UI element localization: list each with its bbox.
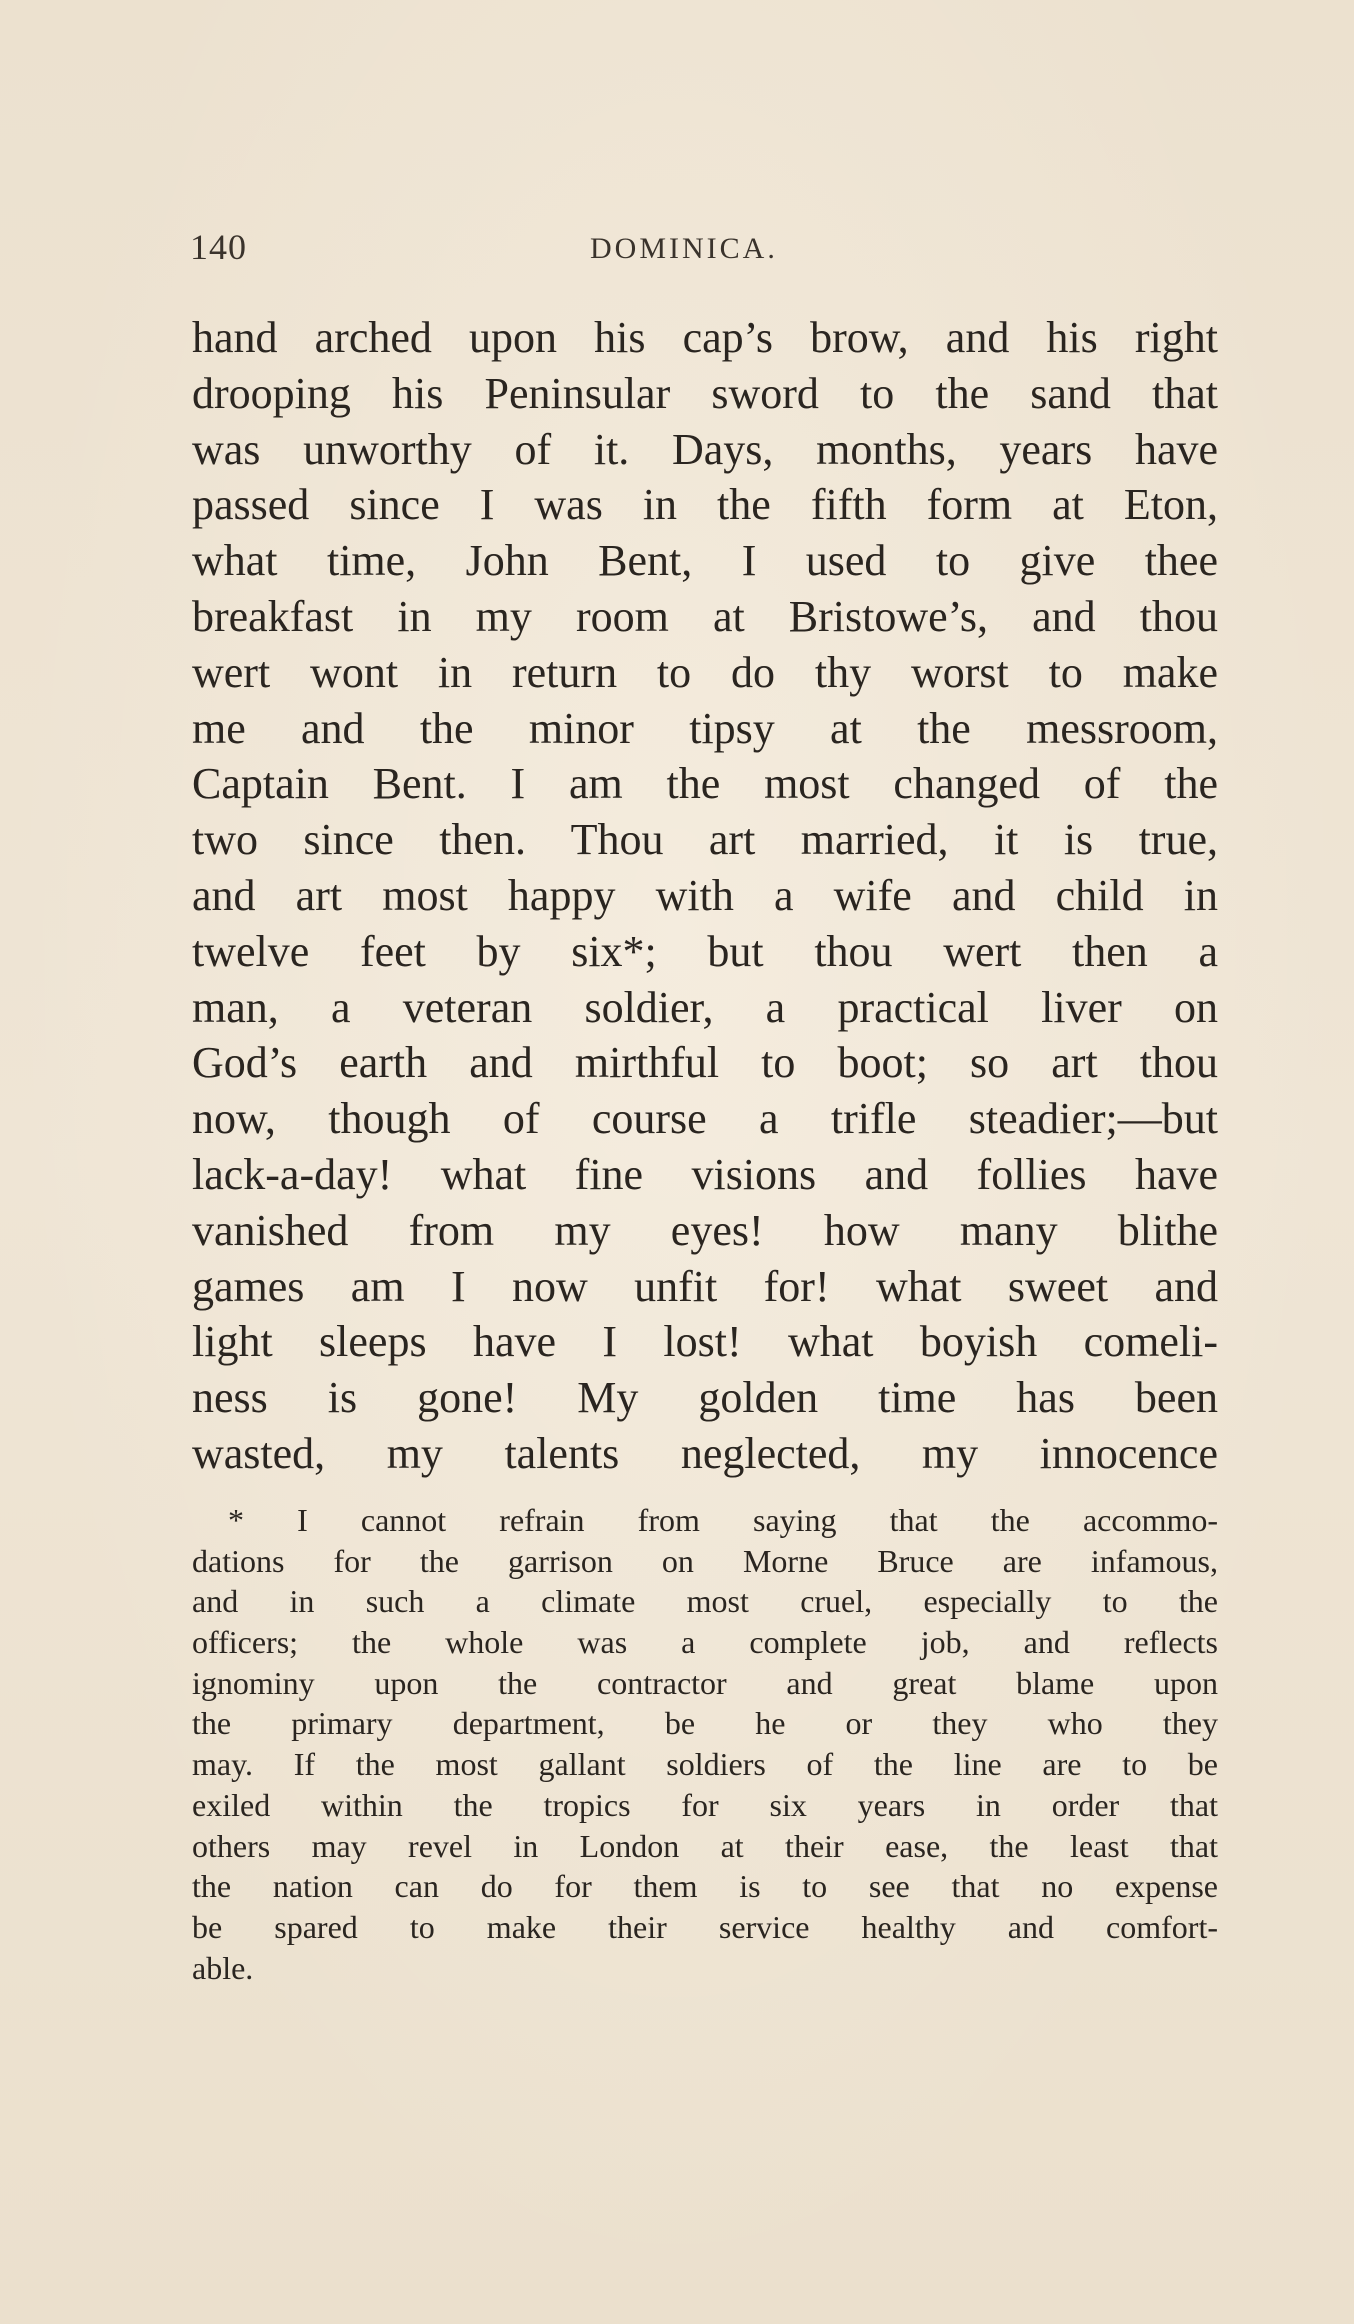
page-header <box>190 226 1220 286</box>
text-line: breakfast in my room at Bristowe’s, and thou <box>192 591 1218 641</box>
text-line: God’s earth and mirthful to boot; so art thou <box>192 1038 1218 1088</box>
text-line: ness is gone! My golden time has been <box>192 1373 1218 1423</box>
text-line: light sleeps have I lost! what boyish comeli- <box>192 1317 1218 1367</box>
text-line: wasted, my talents neglected, my innocence <box>192 1428 1218 1478</box>
text-line: drooping his Peninsular sword to the sand that <box>192 368 1218 418</box>
text-line: what time, John Bent, I used to give thee <box>192 536 1218 586</box>
text-line: man, a veteran soldier, a practical liver on <box>192 982 1218 1032</box>
running-title: DOMINICA. <box>590 232 778 265</box>
footnote-line: may. If the most gallant soldiers of the line are to be <box>192 1746 1218 1783</box>
footnote-line: officers; the whole was a complete job, and reflects <box>192 1624 1218 1661</box>
footnote-line: the primary department, be he or they who they <box>192 1705 1218 1742</box>
text-line: lack-a-day! what fine visions and follies have <box>192 1149 1218 1199</box>
footnote <box>192 1500 1218 1988</box>
footnote-line: others may revel in London at their ease, the least that <box>192 1827 1218 1864</box>
main-text <box>192 310 1218 1482</box>
footnote-line: dations for the garrison on Morne Bruce are infamous, <box>192 1542 1218 1579</box>
text-line: Captain Bent. I am the most changed of the <box>192 759 1218 809</box>
text-line: was unworthy of it. Days, months, years have <box>192 424 1218 474</box>
footnote-line: * I cannot refrain from saying that the accommo- <box>228 1502 1218 1538</box>
footnote-line: be spared to make their service healthy and comfort- <box>192 1908 1218 1945</box>
text-line: me and the minor tipsy at the messroom, <box>192 703 1218 753</box>
footnote-line: exiled within the tropics for six years in order that <box>192 1786 1218 1823</box>
footnote-line: ignominy upon the contractor and great blame upon <box>192 1664 1218 1701</box>
text-line: twelve feet by six*; but thou wert then a <box>192 926 1218 976</box>
text-line: two since then. Thou art married, it is true, <box>192 815 1218 865</box>
footnote-line: and in such a climate most cruel, especially to the <box>192 1583 1218 1620</box>
text-line: hand arched upon his cap’s brow, and his right <box>192 313 1218 362</box>
text-line: games am I now unfit for! what sweet and <box>192 1261 1218 1311</box>
text-line: now, though of course a trifle steadier;—but <box>192 1094 1218 1144</box>
text-line: and art most happy with a wife and child in <box>192 870 1218 920</box>
footnote-line: able. <box>192 1949 254 1986</box>
text-line: passed since I was in the fifth form at Eton, <box>192 480 1218 530</box>
footnote-line: the nation can do for them is to see that no expense <box>192 1868 1218 1905</box>
text-line: vanished from my eyes! how many blithe <box>192 1205 1218 1255</box>
text-line: wert wont in return to do thy worst to make <box>192 647 1218 697</box>
page-number: 140 <box>190 227 247 267</box>
